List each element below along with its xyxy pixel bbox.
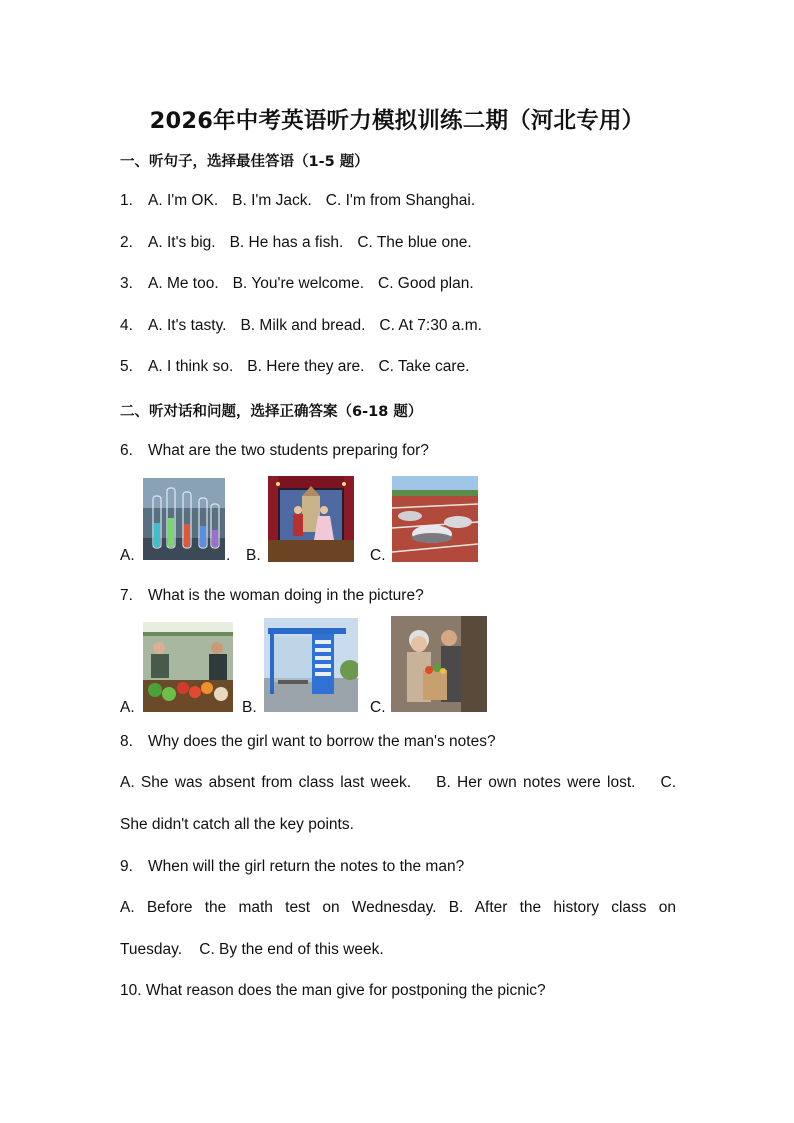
- bus-shelter-illustration: [264, 618, 358, 712]
- question-8: [120, 733, 496, 751]
- question-number: 5.: [120, 358, 133, 375]
- question-number: 3.: [120, 275, 133, 292]
- q6-label-c: C.: [370, 547, 386, 564]
- q6-label-a: A.: [120, 547, 135, 564]
- q6-label-dot: .: [226, 547, 231, 564]
- helping-elderly-image: [391, 616, 487, 712]
- question-number: 9.: [120, 858, 133, 875]
- option-c: C. The blue one.: [357, 234, 472, 251]
- option-a: A. Me too.: [148, 275, 219, 292]
- question-4: [120, 317, 482, 335]
- option-a: A. I think so.: [148, 358, 234, 375]
- question-text: Why does the girl want to borrow the man's notes?: [148, 733, 496, 750]
- question-7: [120, 587, 424, 605]
- q7-label-a: A.: [120, 699, 135, 716]
- q9-options-line-2: Tuesday. C. By the end of this week.: [120, 941, 384, 958]
- bus-stop-image: [264, 618, 358, 712]
- question-3: [120, 275, 474, 293]
- question-number: 6.: [120, 442, 133, 459]
- q8-options-line-1: A. She was absent from class last week. B. Her own notes were lost. C.: [120, 774, 676, 791]
- q7-label-c: C.: [370, 699, 386, 716]
- question-text: What are the two students preparing for?: [148, 442, 429, 459]
- sneakers-on-track-illustration: [392, 476, 478, 562]
- option-c: C. At 7:30 a.m.: [379, 317, 482, 334]
- page-title: 2026年中考英语听力模拟训练二期（河北专用）: [149, 108, 645, 134]
- stage-performers-illustration: [268, 476, 354, 562]
- option-a: A. I'm OK.: [148, 192, 219, 209]
- option-b: B. He has a fish.: [229, 234, 344, 251]
- question-9: [120, 858, 464, 876]
- option-a: A. It's tasty.: [148, 317, 227, 334]
- section-2-heading: 二、听对话和问题，选择正确答案（6-18 题）: [120, 404, 423, 420]
- market-stall-image: [143, 622, 233, 712]
- question-6: [120, 442, 429, 460]
- option-c: C. Good plan.: [378, 275, 474, 292]
- option-a: A. It's big.: [148, 234, 216, 251]
- question-number: 7.: [120, 587, 133, 604]
- question-5: [120, 358, 470, 376]
- question-number: 8.: [120, 733, 133, 750]
- elderly-woman-groceries-illustration: [391, 616, 487, 712]
- question-number: 2.: [120, 234, 133, 251]
- science-lab-image: [143, 478, 225, 560]
- q6-label-b: B.: [246, 547, 261, 564]
- option-c: C. Take care.: [378, 358, 470, 375]
- question-number: 4.: [120, 317, 133, 334]
- q7-label-b: B.: [242, 699, 257, 716]
- running-track-image: [392, 476, 478, 562]
- question-2: [120, 234, 472, 252]
- vegetable-market-illustration: [143, 622, 233, 712]
- option-b: B. Milk and bread.: [240, 317, 366, 334]
- question-text: What is the woman doing in the picture?: [148, 587, 424, 604]
- option-b: B. I'm Jack.: [232, 192, 312, 209]
- option-b: B. You're welcome.: [232, 275, 364, 292]
- question-10: 10. What reason does the man give for postponing the picnic?: [120, 982, 546, 999]
- test-tubes-illustration: [143, 478, 225, 560]
- option-c: C. I'm from Shanghai.: [325, 192, 476, 209]
- question-text: When will the girl return the notes to the man?: [148, 858, 465, 875]
- option-b: B. Here they are.: [247, 358, 365, 375]
- section-1-heading: 一、听句子，选择最佳答语（1-5 题）: [120, 154, 369, 170]
- question-number: 1.: [120, 192, 133, 209]
- q9-options-line-1: A. Before the math test on Wednesday. B. After the history class on: [120, 899, 676, 916]
- stage-play-image: [268, 476, 354, 562]
- q8-options-line-2: She didn't catch all the key points.: [120, 816, 354, 833]
- question-1: [120, 192, 475, 210]
